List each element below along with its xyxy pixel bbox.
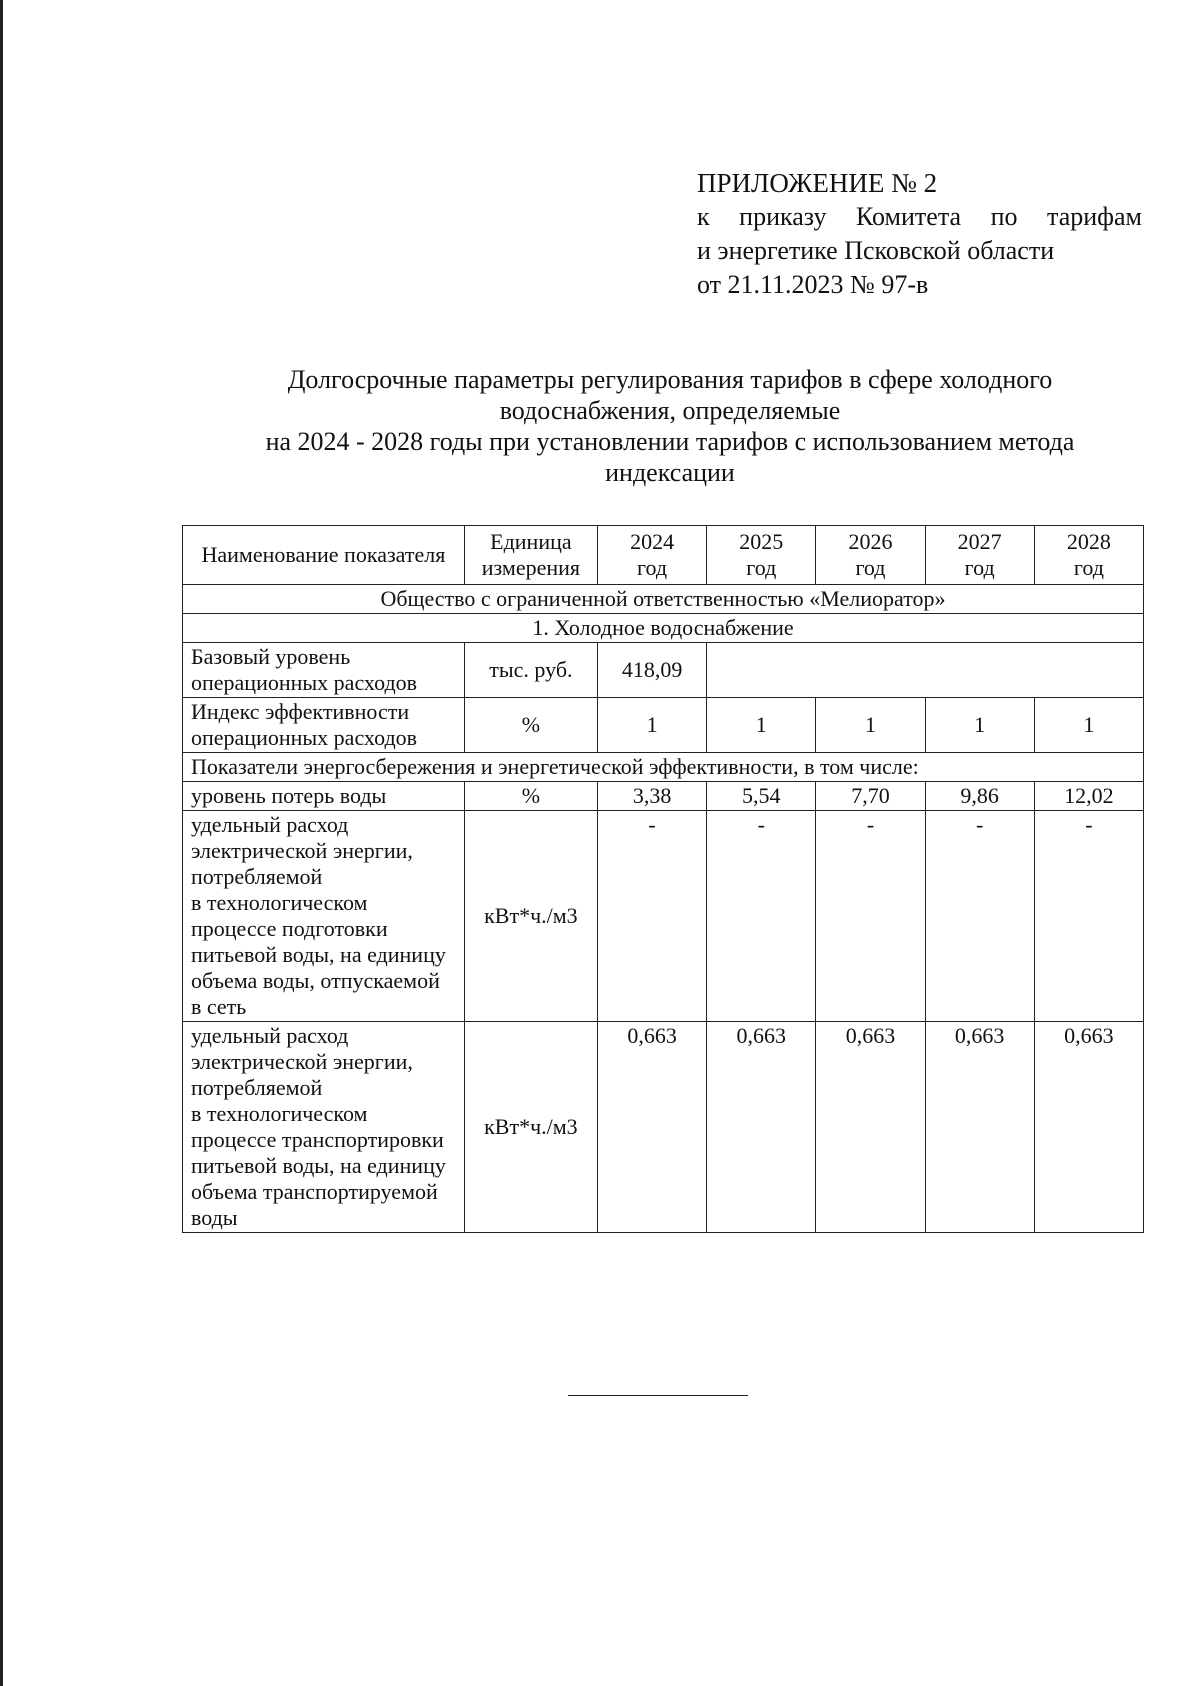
heading-line-4: индексации <box>605 458 735 487</box>
value-2024: 418,09 <box>597 643 706 698</box>
row-name-line: питьевой воды, на единицу <box>191 942 446 967</box>
header-year-number: 2024 <box>630 529 675 554</box>
row-name-line: Базовый уровень <box>191 644 351 669</box>
row-name-line: операционных расходов <box>191 670 418 695</box>
row-name-line: потребляемой <box>191 864 323 889</box>
header-year-word: год <box>855 555 886 580</box>
value-2028: 0,663 <box>1034 1022 1143 1233</box>
value-2025: 1 <box>707 698 816 753</box>
row-unit: кВт*ч./м3 <box>464 811 597 1022</box>
header-year-number: 2028 <box>1066 529 1111 554</box>
row-unit: % <box>464 698 597 753</box>
scan-left-edge <box>0 0 3 1686</box>
value-2024: - <box>597 811 706 1022</box>
value-2026: - <box>816 811 925 1022</box>
value-2028: - <box>1034 811 1143 1022</box>
heading-line-2: водоснабжения, определяемые <box>499 396 841 425</box>
header-year-2025 <box>707 526 816 585</box>
row-name-line: объема воды, отпускаемой <box>191 968 440 993</box>
row-name-line: процессе транспортировки <box>191 1127 444 1152</box>
table-row-water-loss <box>183 782 1144 811</box>
value-2028: 12,02 <box>1034 782 1143 811</box>
header-name: Наименование показателя <box>183 526 465 585</box>
section-row <box>183 614 1144 643</box>
value-2026: 7,70 <box>816 782 925 811</box>
header-year-number: 2027 <box>957 529 1002 554</box>
header-unit <box>464 526 597 585</box>
value-2028: 1 <box>1034 698 1143 753</box>
section-title: 1. Холодное водоснабжение <box>183 614 1144 643</box>
value-2026: 0,663 <box>816 1022 925 1233</box>
value-2025: 5,54 <box>707 782 816 811</box>
value-2024: 1 <box>597 698 706 753</box>
header-year-2028 <box>1034 526 1143 585</box>
row-name-line: электрической энергии, <box>191 838 413 863</box>
appendix-line-1: к приказу Комитета по тарифам <box>697 202 1142 231</box>
row-name <box>183 1022 465 1233</box>
row-name-line: удельный расход <box>191 1023 349 1048</box>
header-year-number: 2025 <box>739 529 784 554</box>
value-2027: 1 <box>925 698 1034 753</box>
heading-line-1: Долгосрочные параметры регулирования тарифов в сфере холодного <box>287 365 1053 394</box>
row-unit: кВт*ч./м3 <box>464 1022 597 1233</box>
value-2025: - <box>707 811 816 1022</box>
value-2024: 3,38 <box>597 782 706 811</box>
header-year-word: год <box>964 555 995 580</box>
header-year-2024 <box>597 526 706 585</box>
document-heading <box>200 364 1140 488</box>
energy-section-title: Показатели энергосбережения и энергетической эффективности, в том числе: <box>183 753 1144 782</box>
table-row-efficiency-index <box>183 698 1144 753</box>
row-name-line: воды <box>191 1205 238 1230</box>
row-name-line: удельный расход <box>191 812 349 837</box>
energy-section-row <box>183 753 1144 782</box>
appendix-block <box>697 166 1142 302</box>
empty-merged-cell <box>707 643 1144 698</box>
row-name-line: в сеть <box>191 994 247 1019</box>
header-year-number: 2026 <box>848 529 893 554</box>
organization-name: Общество с ограниченной ответственностью «Мелиоратор» <box>183 585 1144 614</box>
row-name <box>183 643 465 698</box>
value-2025: 0,663 <box>707 1022 816 1233</box>
value-2027: 0,663 <box>925 1022 1034 1233</box>
row-name-line: потребляемой <box>191 1075 323 1100</box>
header-unit-line-2: измерения <box>481 555 581 580</box>
value-2027: 9,86 <box>925 782 1034 811</box>
row-name-line: операционных расходов <box>191 725 418 750</box>
row-name-line: электрической энергии, <box>191 1049 413 1074</box>
heading-line-3: на 2024 - 2028 годы при установлении тарифов с использованием метода <box>265 427 1075 456</box>
value-2026: 1 <box>816 698 925 753</box>
appendix-title: ПРИЛОЖЕНИЕ № 2 <box>697 168 938 198</box>
header-year-2027 <box>925 526 1034 585</box>
organization-row <box>183 585 1144 614</box>
row-name-line: процессе подготовки <box>191 916 388 941</box>
appendix-line-2: и энергетике Псковской области <box>697 236 1055 265</box>
row-name-line: в технологическом <box>191 1101 368 1126</box>
table-row-base-costs <box>183 643 1144 698</box>
row-unit: % <box>464 782 597 811</box>
header-unit-line-1: Единица <box>490 529 572 554</box>
row-unit: тыс. руб. <box>464 643 597 698</box>
row-name <box>183 811 465 1022</box>
row-name <box>183 698 465 753</box>
header-year-word: год <box>1073 555 1104 580</box>
header-year-2026 <box>816 526 925 585</box>
table-header-row <box>183 526 1144 585</box>
value-2024: 0,663 <box>597 1022 706 1233</box>
parameters-table <box>182 525 1144 1233</box>
row-name-line: объема транспортируемой <box>191 1179 438 1204</box>
row-name: уровень потерь воды <box>183 782 465 811</box>
header-year-word: год <box>746 555 777 580</box>
value-2027: - <box>925 811 1034 1022</box>
closing-rule <box>568 1395 748 1396</box>
row-name-line: в технологическом <box>191 890 368 915</box>
table-row-specific-preparation <box>183 811 1144 1022</box>
row-name-line: питьевой воды, на единицу <box>191 1153 446 1178</box>
appendix-line-3: от 21.11.2023 № 97-в <box>697 270 929 299</box>
row-name-line: Индекс эффективности <box>191 699 410 724</box>
table-row-specific-transport <box>183 1022 1144 1233</box>
header-year-word: год <box>637 555 668 580</box>
